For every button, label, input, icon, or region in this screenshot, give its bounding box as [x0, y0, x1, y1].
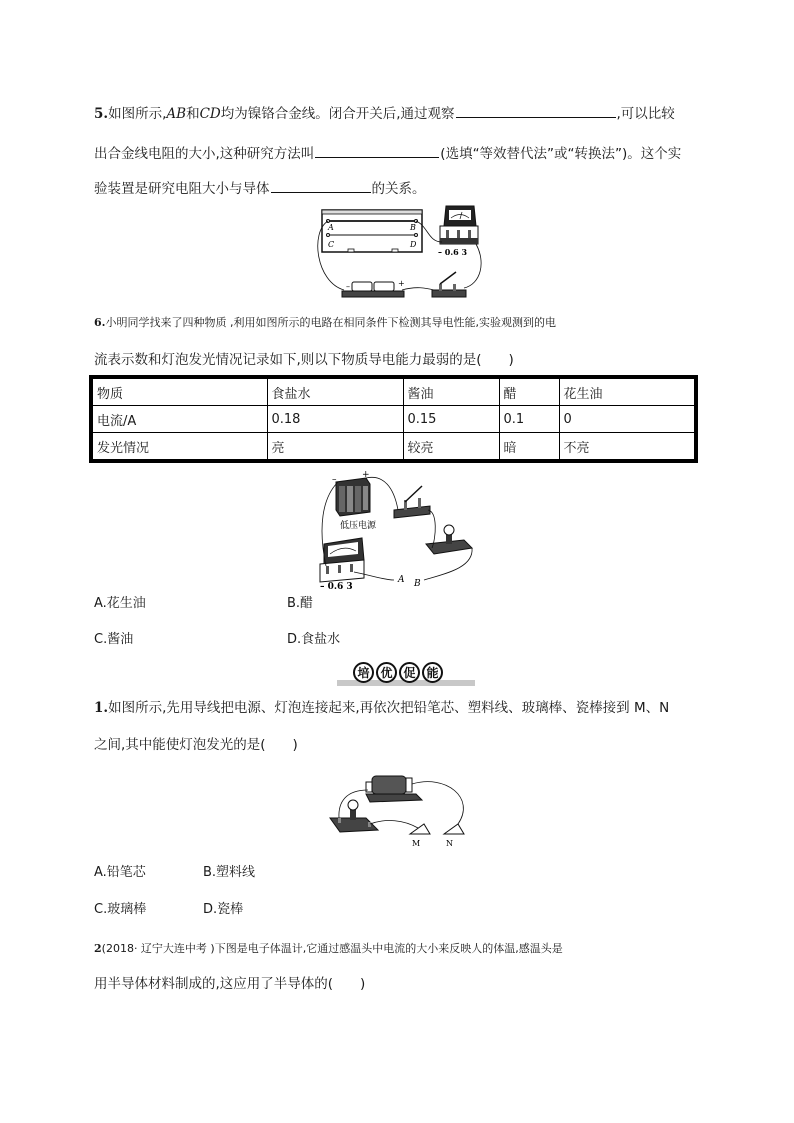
- power-supply-icon: [336, 478, 370, 516]
- table-cell: 较亮: [403, 433, 499, 462]
- clip-n-icon: [444, 824, 464, 834]
- label-d: D: [410, 240, 417, 249]
- section-banner: [353, 662, 453, 688]
- p1-text: 如图所示,先用导线把电源、灯泡连接起来,再依次把铅笔芯、塑料线、玻璃棒、瓷棒接到 M、N: [108, 700, 670, 716]
- table-cell: 不亮: [559, 433, 696, 462]
- table-cell: 电流/A: [91, 406, 267, 433]
- q5-text: (选填“等效替代法”或“转换法”)。这个实: [440, 146, 682, 162]
- q5-text: 的关系。: [371, 181, 426, 197]
- banner-char: 培: [353, 662, 374, 683]
- table-cell: 醋: [499, 377, 559, 406]
- option-a[interactable]: A.铅笔芯: [94, 865, 146, 880]
- p1-line-1: [94, 699, 669, 717]
- table-cell: 亮: [267, 433, 403, 462]
- banner-char: 能: [422, 662, 443, 683]
- q5-label-ab: AB: [166, 106, 187, 122]
- q6-line-2: 流表示数和灯泡发光情况记录如下,则以下物质导电能力最弱的是( ): [94, 352, 514, 368]
- q5-text: 和: [186, 106, 200, 122]
- battery-icon: [366, 776, 422, 802]
- option-b[interactable]: B.醋: [287, 596, 314, 611]
- answer-blank-relation[interactable]: [271, 179, 371, 193]
- ammeter-icon: [320, 538, 364, 582]
- q5-circuit-diagram: [316, 202, 486, 302]
- label-n: N: [446, 839, 453, 848]
- q5-text: 均为镍铬合金线。闭合开关后,通过观察: [220, 106, 455, 122]
- switch-icon: [432, 272, 466, 297]
- option-d[interactable]: D.瓷棒: [203, 902, 244, 917]
- label-a: A: [398, 575, 405, 585]
- table-cell: 暗: [499, 433, 559, 462]
- banner-char: 促: [399, 662, 420, 683]
- q5-text: 验装置是研究电阻大小与导体: [94, 181, 270, 197]
- table-cell: 0.1: [499, 406, 559, 433]
- q6-line-1: [94, 314, 556, 332]
- table-cell: 物质: [91, 377, 267, 406]
- table-cell: 0.15: [403, 406, 499, 433]
- p1-line-2: 之间,其中能使灯泡发光的是( ): [94, 737, 298, 753]
- q5-text: ,可以比较: [616, 106, 675, 122]
- table-cell: 0: [559, 406, 696, 433]
- p2-number: 2: [94, 942, 102, 955]
- q5-text: 出合金线电阻的大小,这种研究方法叫: [94, 146, 315, 162]
- p2-line-1: [94, 940, 563, 958]
- table-row: [91, 433, 696, 462]
- banner-char: 优: [376, 662, 397, 683]
- option-a[interactable]: A.花生油: [94, 596, 146, 611]
- q6-number: 6.: [94, 316, 106, 329]
- bulb-icon: [330, 800, 378, 832]
- table-row: [91, 406, 696, 433]
- answer-blank-observe[interactable]: [456, 104, 616, 118]
- q5-number: 5.: [94, 106, 109, 122]
- table-cell: 0.18: [267, 406, 403, 433]
- p2-text: (2018· 辽宁大连中考 )下图是电子体温计,它通过感温头中电流的大小来反映人的体温,感温头是: [101, 942, 563, 955]
- q5-line-2: [94, 144, 681, 163]
- label-b: B: [414, 579, 421, 589]
- table-cell: 花生油: [559, 377, 696, 406]
- label-b: B: [410, 223, 416, 232]
- results-table: [89, 375, 698, 463]
- battery-plus: +: [398, 279, 405, 288]
- q5-line-3: [94, 179, 426, 198]
- bulb-icon: [426, 525, 472, 554]
- label-m: M: [412, 839, 421, 848]
- table-row: [91, 377, 696, 406]
- table-cell: 酱油: [403, 377, 499, 406]
- p2-line-2: 用半导体材料制成的,这应用了半导体的( ): [94, 976, 366, 992]
- p1-number: 1.: [94, 700, 109, 716]
- label-a: A: [328, 223, 334, 232]
- q5-label-cd: CD: [199, 106, 221, 122]
- table-cell: 发光情况: [91, 433, 267, 462]
- q6-text: 小明同学找来了四种物质 ,利用如图所示的电路在相同条件下检测其导电性能,实验观测到的电: [105, 316, 556, 329]
- answer-blank-method[interactable]: [315, 144, 439, 158]
- power-minus: –: [332, 475, 337, 485]
- ammeter-scale-label: – 0.6 3: [438, 247, 468, 257]
- battery-icon: [342, 282, 404, 297]
- switch-icon: [394, 486, 430, 518]
- q5-line-1: [94, 104, 675, 123]
- option-b[interactable]: B.塑料线: [203, 865, 256, 880]
- option-d[interactable]: D.食盐水: [287, 632, 341, 647]
- power-plus: +: [362, 470, 370, 480]
- q6-circuit-diagram: [314, 468, 484, 590]
- power-supply-label: 低压电源: [340, 521, 377, 531]
- ammeter-scale-label: – 0.6 3: [320, 582, 353, 590]
- option-c[interactable]: C.玻璃棒: [94, 902, 147, 917]
- table-cell: 食盐水: [267, 377, 403, 406]
- p1-circuit-diagram: [326, 768, 476, 850]
- label-c: C: [328, 240, 335, 249]
- option-c[interactable]: C.酱油: [94, 632, 134, 647]
- battery-minus: –: [346, 282, 350, 291]
- ammeter-icon: [440, 206, 478, 244]
- q5-text: 如图所示,: [108, 106, 167, 122]
